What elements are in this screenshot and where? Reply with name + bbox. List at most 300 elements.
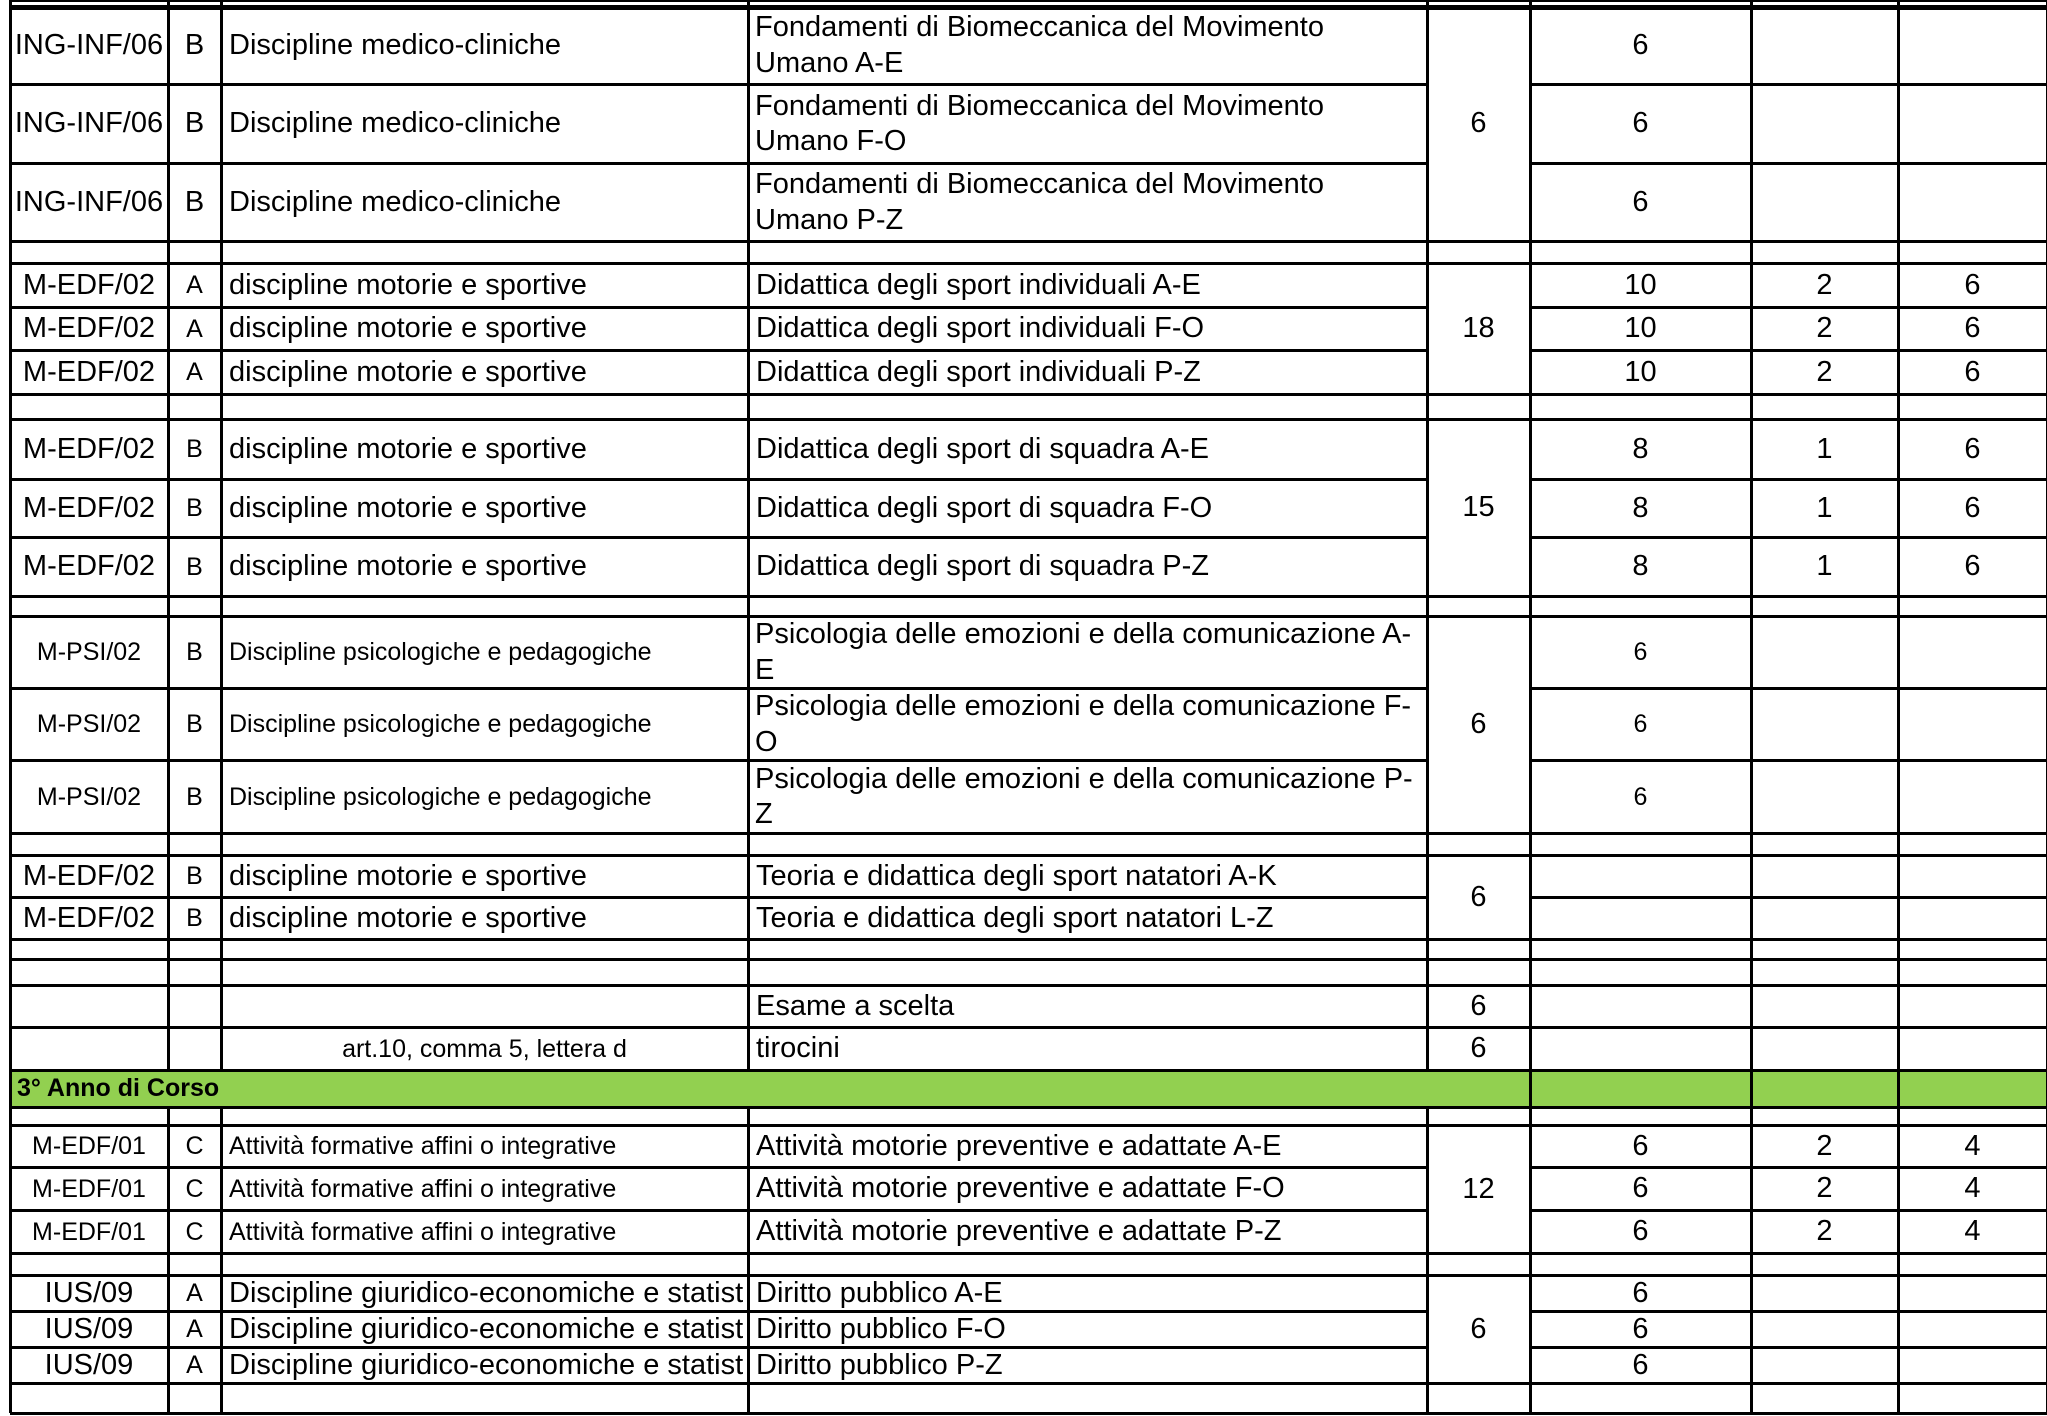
grid-hline: [1530, 478, 2047, 481]
grid-vline: [220, 1253, 223, 1275]
activity-type: B: [186, 862, 203, 891]
activity-type: B: [186, 638, 203, 667]
grid-vline: [1426, 596, 1429, 616]
grid-hline: [1530, 1209, 2047, 1212]
discipline-area: Discipline giuridico-economiche e statist: [229, 1277, 744, 1309]
ssd-code: M-EDF/02: [22, 859, 156, 892]
grid-vline: [167, 263, 170, 394]
grid-vline: [220, 959, 223, 985]
extra-value-2: [1900, 899, 2045, 938]
grid-vline: [1750, 394, 1753, 419]
activity-type: A: [186, 1351, 203, 1380]
grid-vline: [1426, 263, 1429, 394]
grid-vline: [747, 985, 750, 1027]
discipline-area: Discipline medico-cliniche: [229, 107, 562, 140]
grid-vline: [1529, 1383, 1532, 1413]
course-name: Psicologia delle emozioni e della comunicazione F-O: [755, 690, 1412, 758]
grid-hline: [1530, 1346, 2047, 1349]
credits-group: 15: [1462, 491, 1495, 524]
grid-vline: [1897, 1027, 1900, 1070]
grid-hline: [10, 262, 2047, 265]
extra-value-1: [1753, 762, 1896, 832]
grid-vline: [9, 939, 12, 959]
grid-vline: [220, 1107, 223, 1125]
grid-vline: [747, 394, 750, 419]
credits-group: 18: [1462, 312, 1495, 345]
ssd-code: [12, 987, 166, 1026]
grid-vline: [1426, 833, 1429, 855]
grid-vline: [9, 1107, 12, 1125]
extra-value-2: [1900, 1277, 2045, 1310]
grid-vline: [1897, 1107, 1900, 1125]
course-name: Diritto pubblico F-O: [756, 1313, 1006, 1345]
grid-hline: [10, 958, 2047, 961]
grid-vline: [1750, 6, 1753, 241]
course-name: tirocini: [756, 1032, 840, 1065]
extra-value-2: 4: [1964, 1172, 1981, 1205]
grid-vline: [1426, 419, 1429, 596]
grid-vline: [220, 596, 223, 616]
grid-hline: [1530, 536, 2047, 539]
grid-vline: [1529, 263, 1532, 394]
extra-value-2: [1900, 762, 2045, 832]
grid-vline: [1426, 1253, 1429, 1275]
course-name: Esame a scelta: [756, 989, 955, 1022]
grid-vline: [1529, 985, 1532, 1027]
hours-value: [1532, 857, 1749, 896]
credits-group: 12: [1462, 1172, 1495, 1205]
extra-value-2: [1900, 8, 2045, 83]
hours-value: 6: [1633, 638, 1648, 667]
extra-value-2: 4: [1964, 1129, 1981, 1162]
grid-vline: [220, 1125, 223, 1253]
grid-vline: [747, 1027, 750, 1070]
grid-hline: [10, 393, 2047, 396]
grid-vline: [1750, 1125, 1753, 1253]
grid-vline: [220, 6, 223, 241]
grid-vline: [9, 6, 12, 241]
activity-type: B: [186, 552, 203, 581]
grid-vline: [747, 596, 750, 616]
ssd-code: ING-INF/06: [14, 28, 164, 61]
activity-type: [170, 987, 219, 1026]
activity-type: B: [186, 435, 203, 464]
grid-vline: [1750, 596, 1753, 616]
grid-vline: [1897, 833, 1900, 855]
course-name: Psicologia delle emozioni e della comunicazione P-Z: [755, 762, 1413, 830]
discipline-area: Attività formative affini o integrative: [229, 1174, 617, 1203]
grid-vline: [1529, 1253, 1532, 1275]
grid-vline: [1426, 616, 1429, 833]
grid-vline: [167, 1027, 170, 1070]
grid-vline: [9, 1027, 12, 1070]
extra-value-1: 1: [1816, 491, 1833, 524]
grid-hline: [10, 1252, 2047, 1255]
grid-vline: [9, 596, 12, 616]
discipline-area: discipline motorie e sportive: [229, 312, 587, 345]
grid-vline: [167, 6, 170, 241]
grid-vline: [1529, 616, 1532, 833]
extra-value-1: [1753, 690, 1896, 759]
activity-type: A: [186, 1279, 203, 1308]
activity-type: C: [185, 1217, 204, 1246]
hours-value: 10: [1624, 355, 1657, 388]
grid-hline: [10, 5, 2047, 8]
grid-vline: [747, 6, 750, 241]
grid-vline: [167, 394, 170, 419]
grid-vline: [747, 833, 750, 855]
grid-vline: [1897, 959, 1900, 985]
ssd-code: M-EDF/02: [22, 550, 156, 583]
grid-vline: [1750, 959, 1753, 985]
grid-vline: [9, 263, 12, 394]
discipline-area: Discipline medico-cliniche: [229, 185, 562, 218]
grid-vline: [9, 1253, 12, 1275]
activity-type: A: [186, 271, 203, 300]
activity-type: B: [186, 494, 203, 523]
grid-vline: [747, 419, 750, 596]
hours-value: 6: [1632, 1349, 1649, 1381]
grid-vline: [9, 241, 12, 263]
activity-type: B: [186, 904, 203, 933]
ssd-code: M-EDF/02: [22, 432, 156, 465]
hours-value: 6: [1632, 28, 1649, 61]
grid-vline: [1426, 241, 1429, 263]
grid-vline: [9, 1383, 12, 1413]
discipline-area: Discipline psicologiche e pedagogiche: [229, 710, 652, 739]
grid-hline: [10, 1274, 2047, 1277]
grid-vline: [9, 1275, 12, 1383]
course-name: Psicologia delle emozioni e della comunicazione A-E: [755, 618, 1412, 686]
grid-hline: [1530, 759, 2047, 762]
extra-value-1: 1: [1816, 432, 1833, 465]
extra-value-1: [1753, 1313, 1896, 1346]
extra-value-1: 2: [1816, 1129, 1833, 1162]
hours-value: 8: [1632, 550, 1649, 583]
extra-value-2: 4: [1964, 1215, 1981, 1248]
extra-value-1: [1753, 857, 1896, 896]
grid-vline: [1750, 263, 1753, 394]
course-name: Didattica degli sport individuali P-Z: [756, 355, 1201, 388]
grid-vline: [1426, 855, 1429, 939]
grid-vline: [167, 855, 170, 939]
grid-hline: [10, 418, 2047, 421]
grid-vline: [1529, 1275, 1532, 1383]
ssd-code: ING-INF/06: [14, 185, 164, 218]
grid-vline: [167, 1125, 170, 1253]
grid-vline: [1897, 6, 1900, 241]
discipline-area: discipline motorie e sportive: [229, 432, 587, 465]
grid-vline: [747, 855, 750, 939]
discipline-area: discipline motorie e sportive: [229, 859, 587, 892]
grid-vline: [220, 939, 223, 959]
discipline-area: [223, 987, 746, 1026]
grid-vline: [1897, 241, 1900, 263]
grid-vline: [1426, 1125, 1429, 1253]
hours-value: 6: [1632, 1215, 1649, 1248]
activity-type: B: [184, 28, 205, 61]
course-name: Fondamenti di Biomeccanica del Movimento Umano P-Z: [755, 168, 1324, 236]
discipline-area: art.10, comma 5, lettera d: [342, 1034, 627, 1063]
grid-hline: [1530, 687, 2047, 690]
grid-vline: [1426, 959, 1429, 985]
ssd-code: M-EDF/01: [32, 1132, 146, 1161]
credits-group: 6: [1470, 107, 1487, 140]
grid-vline: [747, 241, 750, 263]
extra-value-2: [1900, 1349, 2045, 1382]
grid-vline: [1750, 939, 1753, 959]
course-name: Diritto pubblico P-Z: [756, 1349, 1003, 1381]
grid-vline: [9, 394, 12, 419]
credits-group: 6: [1470, 880, 1487, 913]
grid-vline: [1529, 596, 1532, 616]
grid-vline: [1897, 1275, 1900, 1383]
course-name: Didattica degli sport individuali F-O: [756, 312, 1205, 345]
grid-hline: [10, 615, 2047, 618]
grid-hline: [10, 1026, 2047, 1029]
discipline-area: discipline motorie e sportive: [229, 268, 587, 301]
grid-vline: [1750, 241, 1753, 263]
grid-vline: [167, 985, 170, 1027]
extra-value-2: [1900, 690, 2045, 759]
grid-vline: [220, 263, 223, 394]
grid-vline: [1750, 855, 1753, 939]
hours-value: 6: [1632, 1277, 1649, 1309]
activity-type: A: [186, 314, 203, 343]
grid-vline: [1750, 616, 1753, 833]
ssd-code: M-EDF/02: [22, 355, 156, 388]
grid-vline: [1750, 1070, 1753, 1107]
ssd-code: [12, 1029, 166, 1069]
grid-vline: [1750, 1027, 1753, 1070]
ssd-code: M-PSI/02: [36, 710, 142, 739]
credits-value: 6: [1470, 1032, 1487, 1065]
hours-value: 8: [1632, 491, 1649, 524]
discipline-area: discipline motorie e sportive: [229, 901, 587, 934]
course-name: Didattica degli sport di squadra F-O: [756, 491, 1213, 524]
grid-vline: [1750, 1107, 1753, 1125]
grid-hline: [10, 854, 2047, 857]
extra-value-2: 6: [1964, 312, 1981, 345]
extra-value-2: 6: [1964, 432, 1981, 465]
grid-vline: [1426, 1275, 1429, 1383]
activity-type: A: [186, 1315, 203, 1344]
grid-vline: [220, 419, 223, 596]
grid-vline: [1426, 939, 1429, 959]
grid-hline: [1530, 306, 2047, 309]
grid-vline: [1529, 833, 1532, 855]
grid-vline: [9, 855, 12, 939]
grid-hline: [10, 1124, 2047, 1127]
grid-vline: [1529, 394, 1532, 419]
grid-vline: [747, 1383, 750, 1413]
ssd-code: M-PSI/02: [36, 638, 142, 667]
discipline-area: discipline motorie e sportive: [229, 550, 587, 583]
extra-value-1: [1753, 86, 1896, 162]
ssd-code: M-EDF/01: [32, 1217, 146, 1246]
course-name: Didattica degli sport individuali A-E: [756, 268, 1201, 301]
grid-hline: [10, 1069, 2047, 1072]
grid-vline: [167, 939, 170, 959]
extra-value-2: [1900, 1313, 2045, 1346]
extra-value-1: 1: [1816, 550, 1833, 583]
grid-vline: [1529, 1125, 1532, 1253]
extra-value-2: [1900, 618, 2045, 687]
grid-vline: [1529, 1070, 1532, 1107]
grid-hline: [10, 0, 2047, 2]
hours-value: 6: [1632, 1172, 1649, 1205]
activity-type: C: [185, 1174, 204, 1203]
grid-vline: [747, 1125, 750, 1253]
course-name: Diritto pubblico A-E: [756, 1277, 1003, 1309]
grid-hline: [1530, 896, 2047, 899]
grid-vline: [1750, 419, 1753, 596]
ssd-code: M-EDF/02: [22, 268, 156, 301]
grid-vline: [167, 833, 170, 855]
discipline-area: Discipline psicologiche e pedagogiche: [229, 638, 652, 667]
grid-hline: [10, 595, 2047, 598]
hours-value: 10: [1624, 312, 1657, 345]
discipline-area: Discipline giuridico-economiche e statist: [229, 1349, 744, 1381]
grid-vline: [220, 394, 223, 419]
ssd-code: IUS/09: [44, 1277, 134, 1309]
grid-vline: [747, 959, 750, 985]
grid-vline: [167, 1253, 170, 1275]
grid-vline: [1897, 855, 1900, 939]
grid-vline: [1897, 1125, 1900, 1253]
activity-type: B: [184, 107, 205, 140]
section-title-third-year: 3° Anno di Corso: [11, 1070, 2047, 1107]
grid-vline: [1426, 394, 1429, 419]
activity-type: B: [186, 782, 203, 811]
grid-vline: [220, 1027, 223, 1070]
course-name: Fondamenti di Biomeccanica del Movimento Umano A-E: [755, 11, 1324, 79]
hours-value: 10: [1624, 268, 1657, 301]
ssd-code: M-EDF/02: [22, 491, 156, 524]
hours-value: 6: [1632, 107, 1649, 140]
activity-type: B: [184, 185, 205, 218]
grid-vline: [1750, 985, 1753, 1027]
grid-vline: [167, 1275, 170, 1383]
grid-vline: [1897, 616, 1900, 833]
grid-vline: [220, 833, 223, 855]
course-name: Didattica degli sport di squadra A-E: [756, 432, 1209, 465]
grid-vline: [1750, 1383, 1753, 1413]
grid-vline: [1897, 263, 1900, 394]
grid-hline: [1530, 1310, 2047, 1313]
extra-value-2: 6: [1964, 491, 1981, 524]
grid-vline: [167, 596, 170, 616]
ssd-code: ING-INF/06: [14, 107, 164, 140]
grid-vline: [1426, 985, 1429, 1027]
grid-vline: [220, 1275, 223, 1383]
grid-vline: [220, 241, 223, 263]
grid-vline: [1529, 6, 1532, 241]
grid-vline: [1897, 596, 1900, 616]
extra-value-2: [1900, 86, 2045, 162]
extra-value-1: [1753, 618, 1896, 687]
grid-hline: [10, 1412, 2047, 1415]
grid-vline: [1529, 959, 1532, 985]
extra-value-2: 6: [1964, 355, 1981, 388]
grid-vline: [1426, 6, 1429, 241]
hours-value: 8: [1632, 432, 1649, 465]
extra-value-1: [1753, 1277, 1896, 1310]
grid-vline: [747, 1275, 750, 1383]
grid-vline: [1750, 833, 1753, 855]
activity-type: [170, 1029, 219, 1069]
credits-group: 6: [1470, 708, 1487, 741]
grid-vline: [167, 616, 170, 833]
extra-value-1: 2: [1816, 1215, 1833, 1248]
course-name: Teoria e didattica degli sport natatori L-Z: [756, 901, 1274, 934]
hours-value: 6: [1633, 710, 1648, 739]
ssd-code: M-PSI/02: [36, 782, 142, 811]
grid-vline: [747, 263, 750, 394]
grid-hline: [10, 938, 2047, 941]
hours-value: [1532, 899, 1749, 938]
grid-vline: [167, 241, 170, 263]
discipline-area: Attività formative affini o integrative: [229, 1132, 617, 1161]
extra-value-1: 2: [1816, 268, 1833, 301]
grid-hline: [10, 984, 2047, 987]
grid-vline: [747, 616, 750, 833]
grid-hline: [1530, 162, 2047, 165]
grid-vline: [220, 855, 223, 939]
extra-value-2: [1900, 857, 2045, 896]
grid-vline: [747, 1253, 750, 1275]
discipline-area: Discipline psicologiche e pedagogiche: [229, 782, 652, 811]
activity-type: C: [185, 1132, 204, 1161]
extra-value-1: [1753, 165, 1896, 240]
grid-vline: [1529, 939, 1532, 959]
grid-vline: [220, 985, 223, 1027]
course-name: Attività motorie preventive e adattate F-O: [756, 1172, 1285, 1205]
course-name: Teoria e didattica degli sport natatori A-K: [756, 859, 1277, 892]
grid-vline: [1750, 1253, 1753, 1275]
activity-type: B: [186, 710, 203, 739]
extra-value-2: 6: [1964, 268, 1981, 301]
grid-hline: [10, 240, 2047, 243]
grid-vline: [1529, 855, 1532, 939]
grid-vline: [1897, 419, 1900, 596]
grid-vline: [9, 959, 12, 985]
extra-value-2: 6: [1964, 550, 1981, 583]
grid-hline: [10, 832, 2047, 835]
grid-vline: [1426, 1027, 1429, 1070]
course-name: Attività motorie preventive e adattate A-E: [756, 1129, 1282, 1162]
activity-type: A: [186, 358, 203, 387]
extra-value-2: [1900, 165, 2045, 240]
hours-value: 6: [1633, 782, 1648, 811]
grid-vline: [167, 419, 170, 596]
extra-value-1: [1753, 8, 1896, 83]
hours-value: 6: [1632, 1313, 1649, 1345]
grid-vline: [220, 616, 223, 833]
course-name: Didattica degli sport di squadra P-Z: [756, 550, 1209, 583]
grid-vline: [1529, 1027, 1532, 1070]
grid-hline: [10, 1382, 2047, 1385]
grid-vline: [1426, 1107, 1429, 1125]
discipline-area: Discipline medico-cliniche: [229, 28, 562, 61]
ssd-code: M-EDF/02: [22, 312, 156, 345]
ssd-code: IUS/09: [44, 1349, 134, 1381]
extra-value-1: 2: [1816, 1172, 1833, 1205]
grid-hline: [1530, 83, 2047, 86]
credits-group: 6: [1470, 1312, 1487, 1345]
grid-vline: [9, 616, 12, 833]
extra-value-1: 2: [1816, 355, 1833, 388]
